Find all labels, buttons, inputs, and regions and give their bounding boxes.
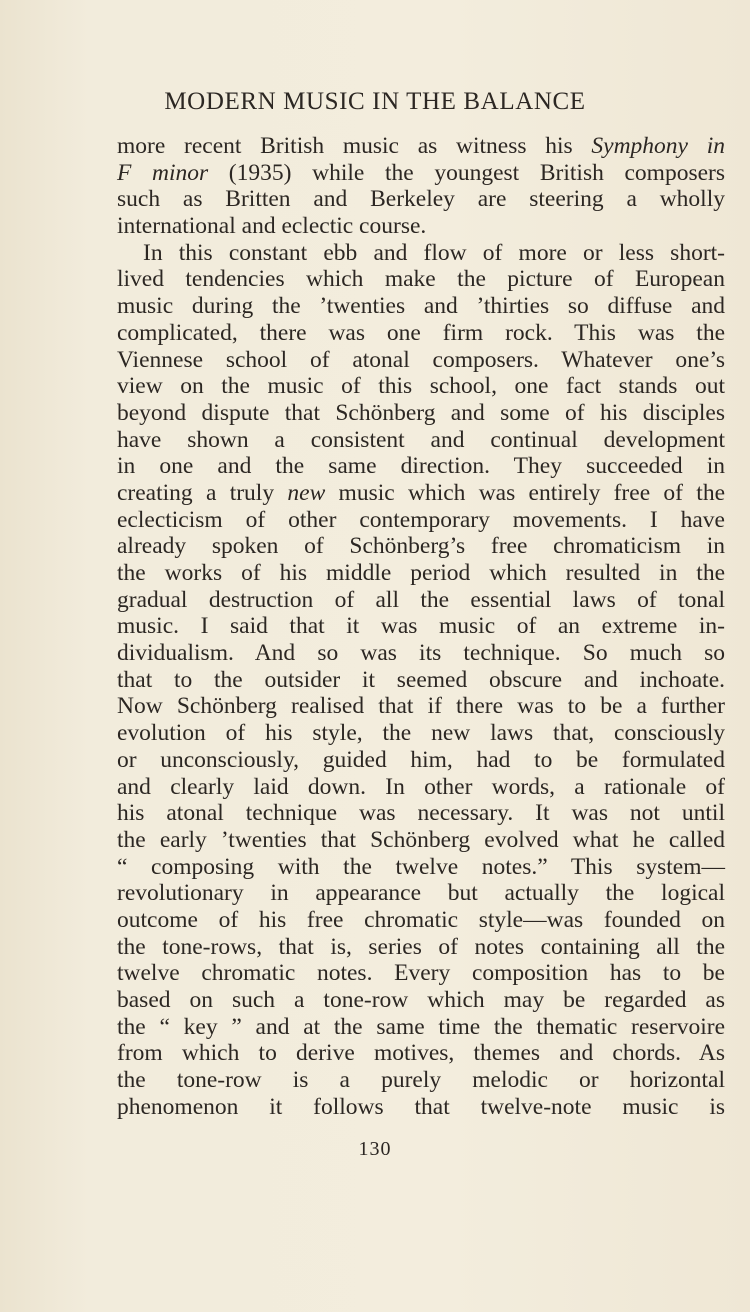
- text-line: the early ’twenties that Schönberg evolved what he called: [117, 826, 725, 853]
- text-line: such as Britten and Berkeley are steering a wholly: [117, 186, 725, 213]
- text-line: phenomenon it follows that twelve-note music is: [117, 1093, 725, 1120]
- text-line: music. I said that it was music of an extreme in-: [117, 613, 725, 640]
- text-line: eclecticism of other contemporary movements. I have: [117, 506, 725, 533]
- text-line: international and eclectic course.: [117, 213, 427, 240]
- text-line: view on the music of this school, one fact stands out: [117, 373, 725, 400]
- text-line: that to the outsider it seemed obscure and inchoate.: [117, 666, 725, 693]
- text-line: Now Schönberg realised that if there was to be a further: [117, 693, 725, 720]
- text-line: “ composing with the twelve notes.” This system—: [117, 853, 725, 880]
- text-line: revolutionary in appearance but actually the logical: [117, 880, 725, 907]
- text-line: outcome of his free chromatic style—was founded on: [117, 906, 725, 933]
- text-line: already spoken of Schönberg’s free chromaticism in: [117, 533, 725, 560]
- text-line: beyond dispute that Schönberg and some of his disciples: [117, 399, 725, 426]
- text-line: F minor (1935) while the youngest British composers: [117, 159, 725, 186]
- text-line: lived tendencies which make the picture of European: [117, 266, 725, 293]
- text-line: based on such a tone-row which may be regarded as: [117, 987, 725, 1013]
- text-line: the tone-rows, that is, series of notes containing all the: [117, 933, 725, 960]
- text-line: and clearly laid down. In other words, a rationale of: [117, 773, 725, 800]
- text-line: gradual destruction of all the essential laws of tonal: [117, 586, 725, 613]
- page-number: 130: [358, 1138, 392, 1160]
- body-text: [117, 133, 725, 1120]
- text-line: or unconsciously, guided him, had to be formulated: [117, 746, 725, 773]
- text-line: Viennese school of atonal composers. Whatever one’s: [117, 346, 725, 373]
- text-line: in one and the same direction. They succeeded in: [117, 453, 725, 480]
- text-line: the “ key ” and at the same time the thematic reservoire: [117, 1013, 725, 1040]
- text-line: complicated, there was one firm rock. This was the: [117, 319, 725, 346]
- text-line: from which to derive motives, themes and chords. As: [117, 1040, 725, 1067]
- text-line: more recent British music as witness his Symphony in: [117, 133, 725, 159]
- text-line: the tone-row is a purely melodic or horizontal: [117, 1067, 725, 1094]
- running-head: MODERN MUSIC IN THE BALANCE: [164, 88, 586, 115]
- text-line: evolution of his style, the new laws that, consciously: [117, 720, 725, 747]
- text-line: twelve chromatic notes. Every composition has to be: [117, 960, 725, 987]
- text-line: creating a truly new music which was entirely free of the: [117, 479, 725, 506]
- text-line: music during the ’twenties and ’thirties so diffuse and: [117, 293, 725, 320]
- text-line: the works of his middle period which resulted in the: [117, 560, 725, 586]
- text-line: his atonal technique was necessary. It was not until: [117, 800, 725, 827]
- text-line: have shown a consistent and continual development: [117, 426, 725, 453]
- text-line: dividualism. And so was its technique. So much so: [117, 640, 725, 667]
- text-line: In this constant ebb and flow of more or less short-: [143, 239, 725, 266]
